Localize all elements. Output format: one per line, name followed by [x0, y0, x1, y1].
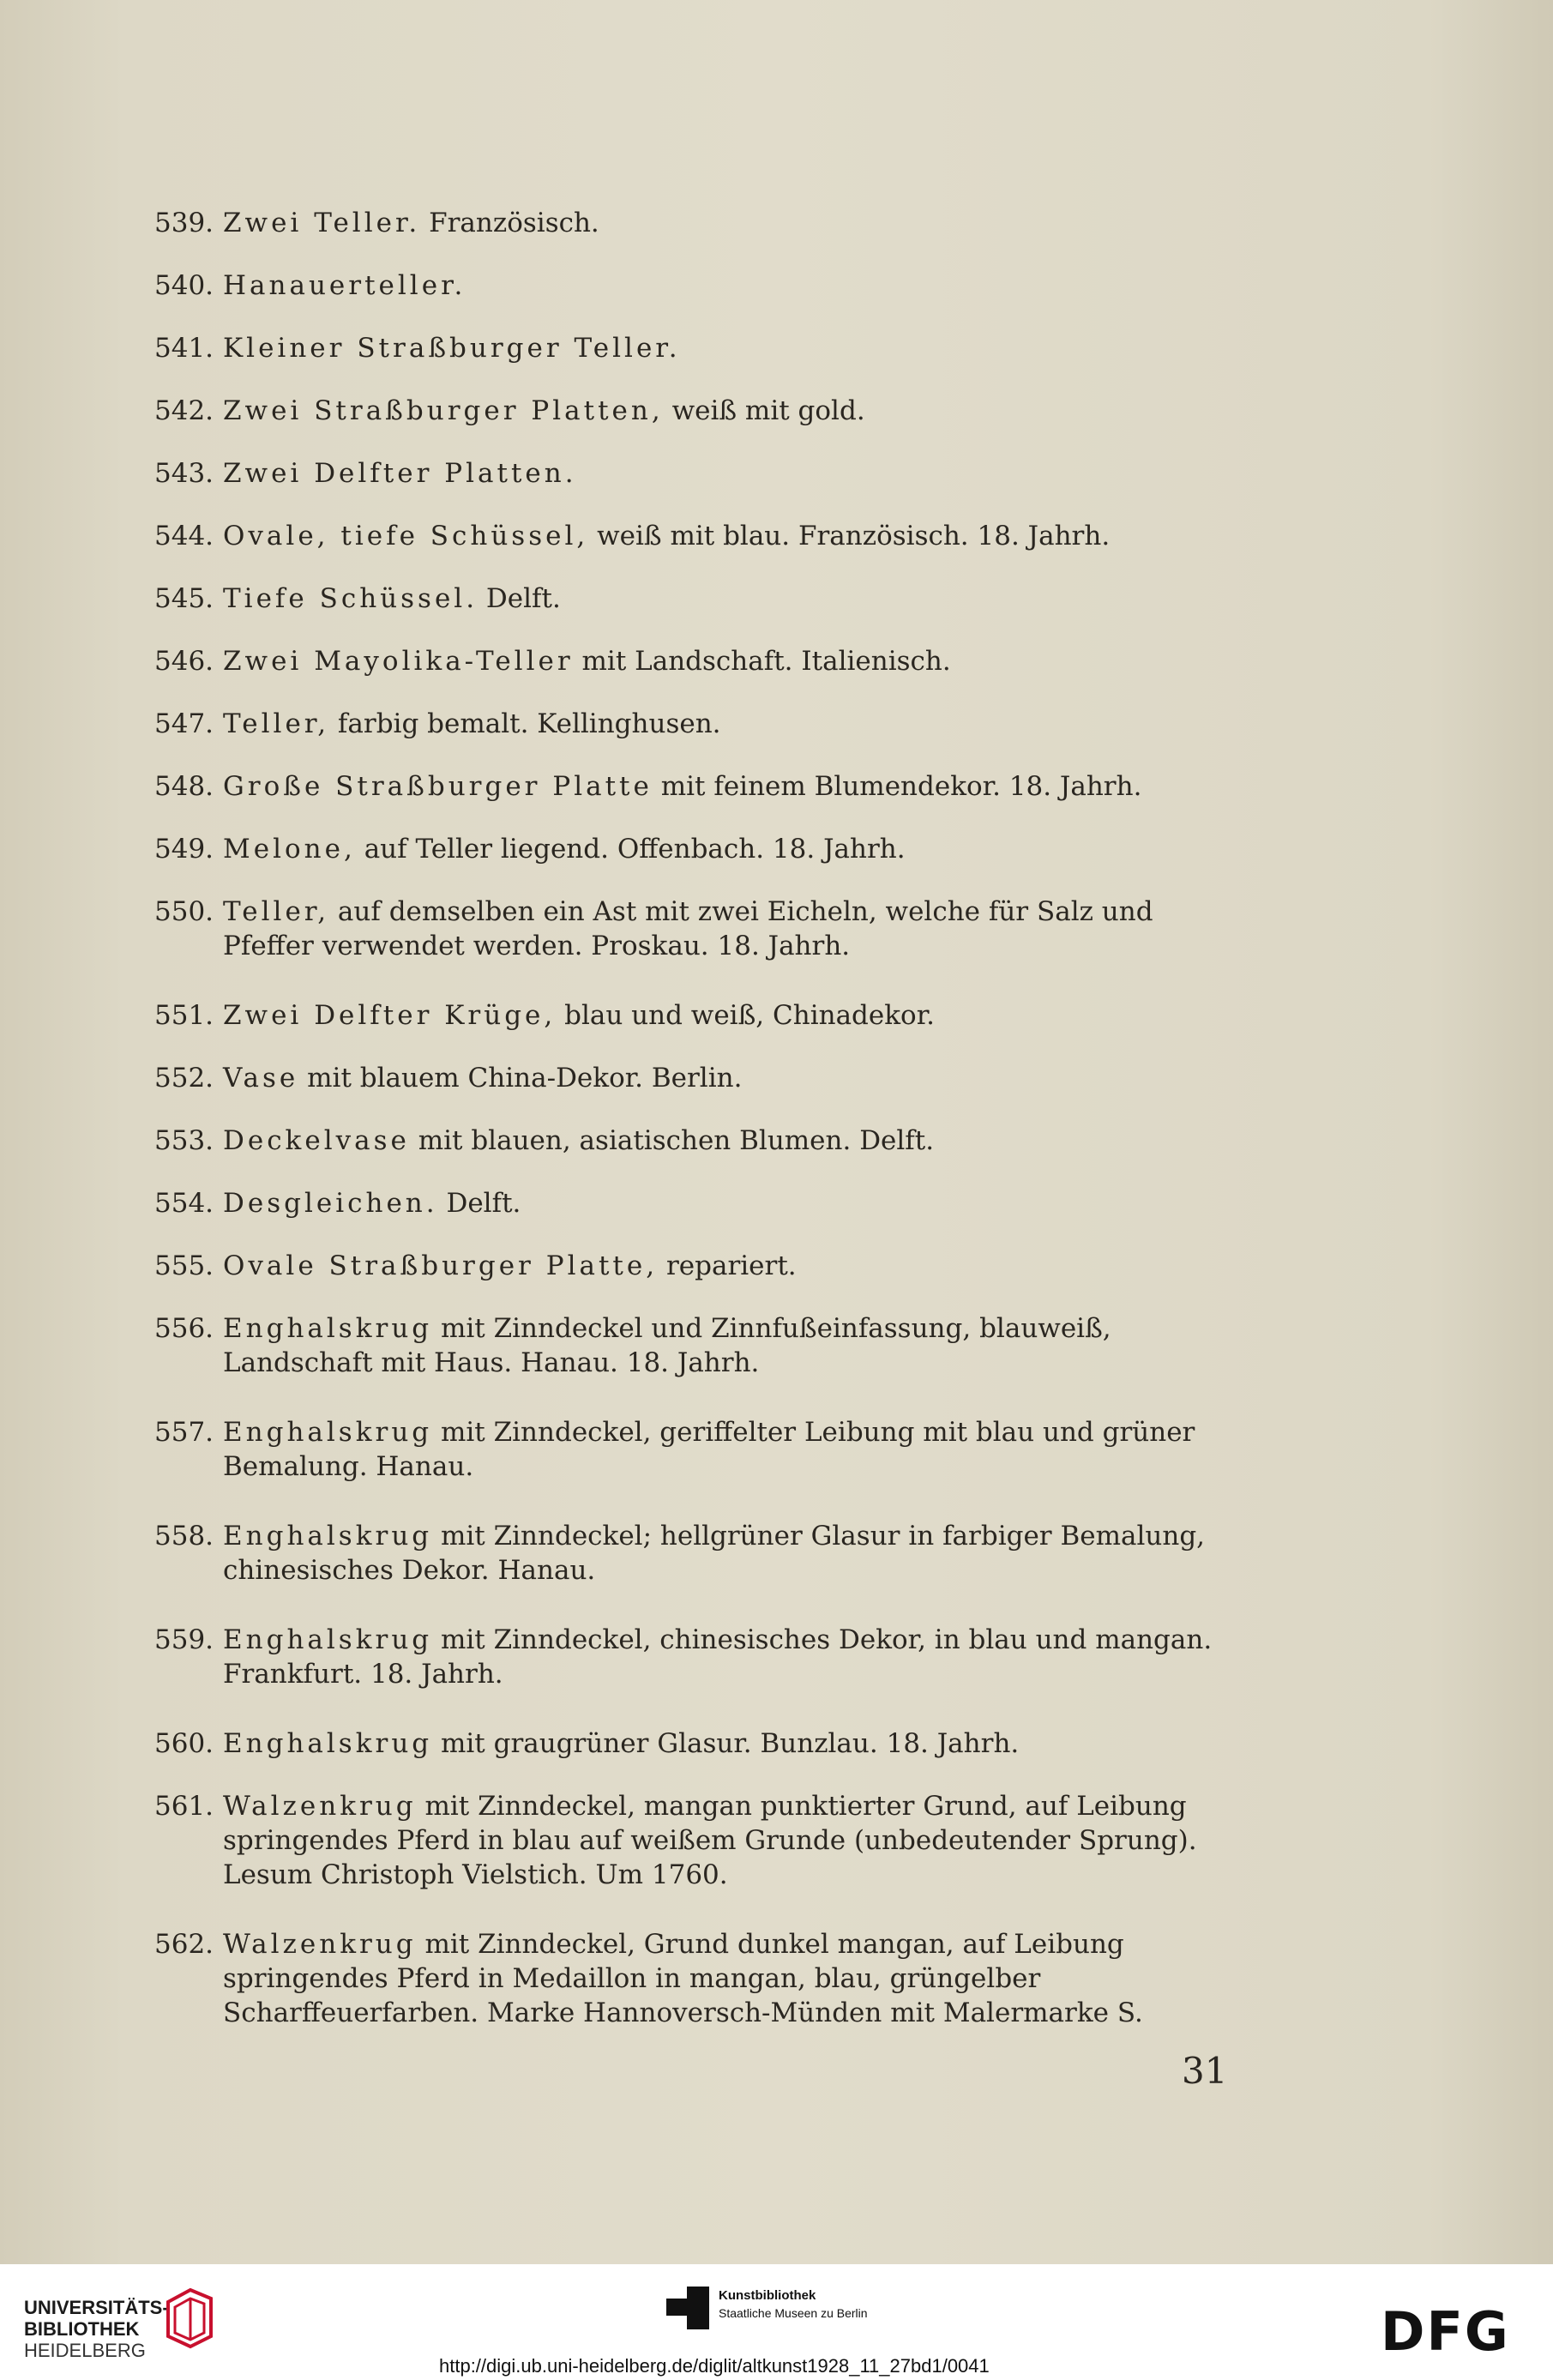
- entry-description: mit Zinndeckel; hellgrüner Glasur in farbiger Bemalung, chinesisches Dekor. Hanau.: [223, 1521, 1206, 1586]
- catalog-entry: [154, 206, 1252, 240]
- catalog-entry: [154, 581, 1252, 616]
- entry-number: 544.: [154, 521, 214, 551]
- entry-number: 540.: [154, 270, 214, 301]
- entry-description: mit blauen, asiatischen Blumen. Delft.: [409, 1125, 935, 1156]
- entry-number: 545.: [154, 583, 214, 614]
- catalog-entry: [154, 1124, 1252, 1158]
- entry-title: Große Straßburger Platte: [223, 771, 653, 802]
- entry-number: 541.: [154, 333, 214, 364]
- entry-description: farbig bemalt. Kellinghusen.: [329, 708, 721, 739]
- catalog-entry: [154, 519, 1252, 553]
- entry-number: 551.: [154, 1000, 214, 1031]
- catalog-entry: [154, 998, 1252, 1033]
- ub-heidelberg-logo-text: UNIVERSITÄTS- BIBLIOTHEK HEIDELBERG: [24, 2297, 169, 2361]
- catalog-entry: [154, 1789, 1252, 1892]
- entry-title: Ovale, tiefe Schüssel,: [223, 521, 589, 551]
- entry-title: Zwei Straßburger Platten,: [223, 395, 664, 426]
- entry-title: Enghalskrug: [223, 1521, 433, 1552]
- entry-title: Teller,: [223, 896, 330, 927]
- entry-number: 552.: [154, 1063, 214, 1094]
- entry-number: 542.: [154, 395, 214, 426]
- library-footer: [0, 2264, 1553, 2380]
- catalog-entry: [154, 331, 1252, 365]
- entry-number: 562.: [154, 1929, 214, 1960]
- entry-description: mit graugrüner Glasur. Bunzlau. 18. Jahrh.: [432, 1728, 1020, 1759]
- entry-description: weiß mit gold.: [663, 395, 865, 426]
- entry-number: 539.: [154, 208, 214, 238]
- entry-description: mit feinem Blumendekor. 18. Jahrh.: [652, 771, 1142, 802]
- entry-number: 558.: [154, 1521, 214, 1552]
- entry-title: Zwei Mayolika-Teller: [223, 646, 574, 677]
- entry-title: Melone,: [223, 834, 356, 865]
- catalog-entry: [154, 1311, 1252, 1380]
- catalog-entry: [154, 895, 1252, 963]
- catalog-entry: [154, 644, 1252, 678]
- entry-description: weiß mit blau. Französisch. 18. Jahrh.: [588, 521, 1111, 551]
- entry-title: Kleiner Straßburger Teller.: [223, 333, 681, 364]
- page-number: 31: [1182, 2050, 1228, 2092]
- entry-description: Delft.: [437, 1188, 521, 1219]
- entry-number: 546.: [154, 646, 214, 677]
- entry-title: Tiefe Schüssel.: [223, 583, 479, 614]
- catalog-entry: [154, 1415, 1252, 1484]
- entry-number: 555.: [154, 1250, 214, 1281]
- ub-logo-icon: [161, 2285, 216, 2350]
- entry-description: mit Landschaft. Italienisch.: [573, 646, 951, 677]
- entry-title: Ovale Straßburger Platte,: [223, 1250, 659, 1281]
- catalog-entry: [154, 268, 1252, 303]
- entry-description: repariert.: [658, 1250, 797, 1281]
- entry-title: Deckelvase: [223, 1125, 410, 1156]
- catalog-entry: [154, 707, 1252, 741]
- entry-number: 549.: [154, 834, 214, 865]
- catalog-entry: [154, 1927, 1252, 2030]
- entry-description: mit Zinndeckel, chinesisches Dekor, in blau und mangan. Frankfurt. 18. Jahrh.: [223, 1624, 1213, 1690]
- entry-number: 548.: [154, 771, 214, 802]
- entry-description: Delft.: [478, 583, 561, 614]
- entry-title: Walzenkrug: [223, 1791, 417, 1822]
- entry-description: mit Zinndeckel und Zinnfußeinfassung, blauweiß, Landschaft mit Haus. Hanau. 18. Jahrh.: [223, 1313, 1111, 1378]
- entry-number: 553.: [154, 1125, 214, 1156]
- catalog-entry: [154, 456, 1252, 491]
- catalog-entry: [154, 1186, 1252, 1220]
- catalog-entry: [154, 394, 1252, 428]
- entry-description: mit Zinndeckel, Grund dunkel mangan, auf Leibung springendes Pferd in Medaillon in mangan, blau, grüngelber Scharffeuerfarben. Marke Hannoversch-Münden mit Malermarke S.: [223, 1929, 1143, 2028]
- catalog-entry: [154, 1249, 1252, 1283]
- catalog-entry: [154, 769, 1252, 804]
- catalog-entry: [154, 1726, 1252, 1761]
- entry-title: Zwei Delfter Krüge,: [223, 1000, 557, 1031]
- entry-title: Walzenkrug: [223, 1929, 417, 1960]
- entry-number: 559.: [154, 1624, 214, 1655]
- kunstbibliothek-logo-icon: [665, 2285, 711, 2331]
- catalog-entry: [154, 832, 1252, 866]
- entry-title: Vase: [223, 1063, 299, 1094]
- catalog-entry: [154, 1623, 1252, 1691]
- entry-list: [154, 206, 1252, 2065]
- entry-number: 547.: [154, 708, 214, 739]
- permalink-url[interactable]: http://digi.ub.uni-heidelberg.de/diglit/altkunst1928_11_27bd1/0041: [439, 2355, 990, 2377]
- entry-number: 557.: [154, 1417, 214, 1448]
- entry-title: Desgleichen.: [223, 1188, 438, 1219]
- entry-number: 561.: [154, 1791, 214, 1822]
- entry-description: mit Zinndeckel, geriffelter Leibung mit blau und grüner Bemalung. Hanau.: [223, 1417, 1195, 1482]
- entry-title: Hanauerteller.: [223, 270, 467, 301]
- catalog-entry: [154, 1061, 1252, 1095]
- entry-description: mit Zinndeckel, mangan punktierter Grund, auf Leibung springendes Pferd in blau auf weißem Grunde (unbedeutender Sprung). Lesum Christoph Vielstich. Um 1760.: [223, 1791, 1197, 1890]
- catalog-entry: [154, 1519, 1252, 1588]
- entry-description: Französisch.: [420, 208, 599, 238]
- entry-title: Zwei Teller.: [223, 208, 421, 238]
- entry-number: 560.: [154, 1728, 214, 1759]
- entry-number: 556.: [154, 1313, 214, 1344]
- entry-title: Enghalskrug: [223, 1313, 433, 1344]
- entry-title: Teller,: [223, 708, 330, 739]
- entry-number: 554.: [154, 1188, 214, 1219]
- dfg-logo: DFG: [1381, 2300, 1510, 2363]
- entry-description: blau und weiß, Chinadekor.: [556, 1000, 935, 1031]
- entry-description: mit blauem China-Dekor. Berlin.: [298, 1063, 743, 1094]
- kunstbibliothek-text: Kunstbibliothek Staatliche Museen zu Berlin: [719, 2288, 868, 2320]
- entry-number: 550.: [154, 896, 214, 927]
- entry-description: auf Teller liegend. Offenbach. 18. Jahrh.: [355, 834, 906, 865]
- entry-description: auf demselben ein Ast mit zwei Eicheln, welche für Salz und Pfeffer verwendet werden. Proskau. 18. Jahrh.: [223, 896, 1153, 961]
- entry-title: Enghalskrug: [223, 1728, 433, 1759]
- entry-number: 543.: [154, 458, 214, 489]
- entry-title: Enghalskrug: [223, 1417, 433, 1448]
- entry-title: Enghalskrug: [223, 1624, 433, 1655]
- entry-title: Zwei Delfter Platten.: [223, 458, 577, 489]
